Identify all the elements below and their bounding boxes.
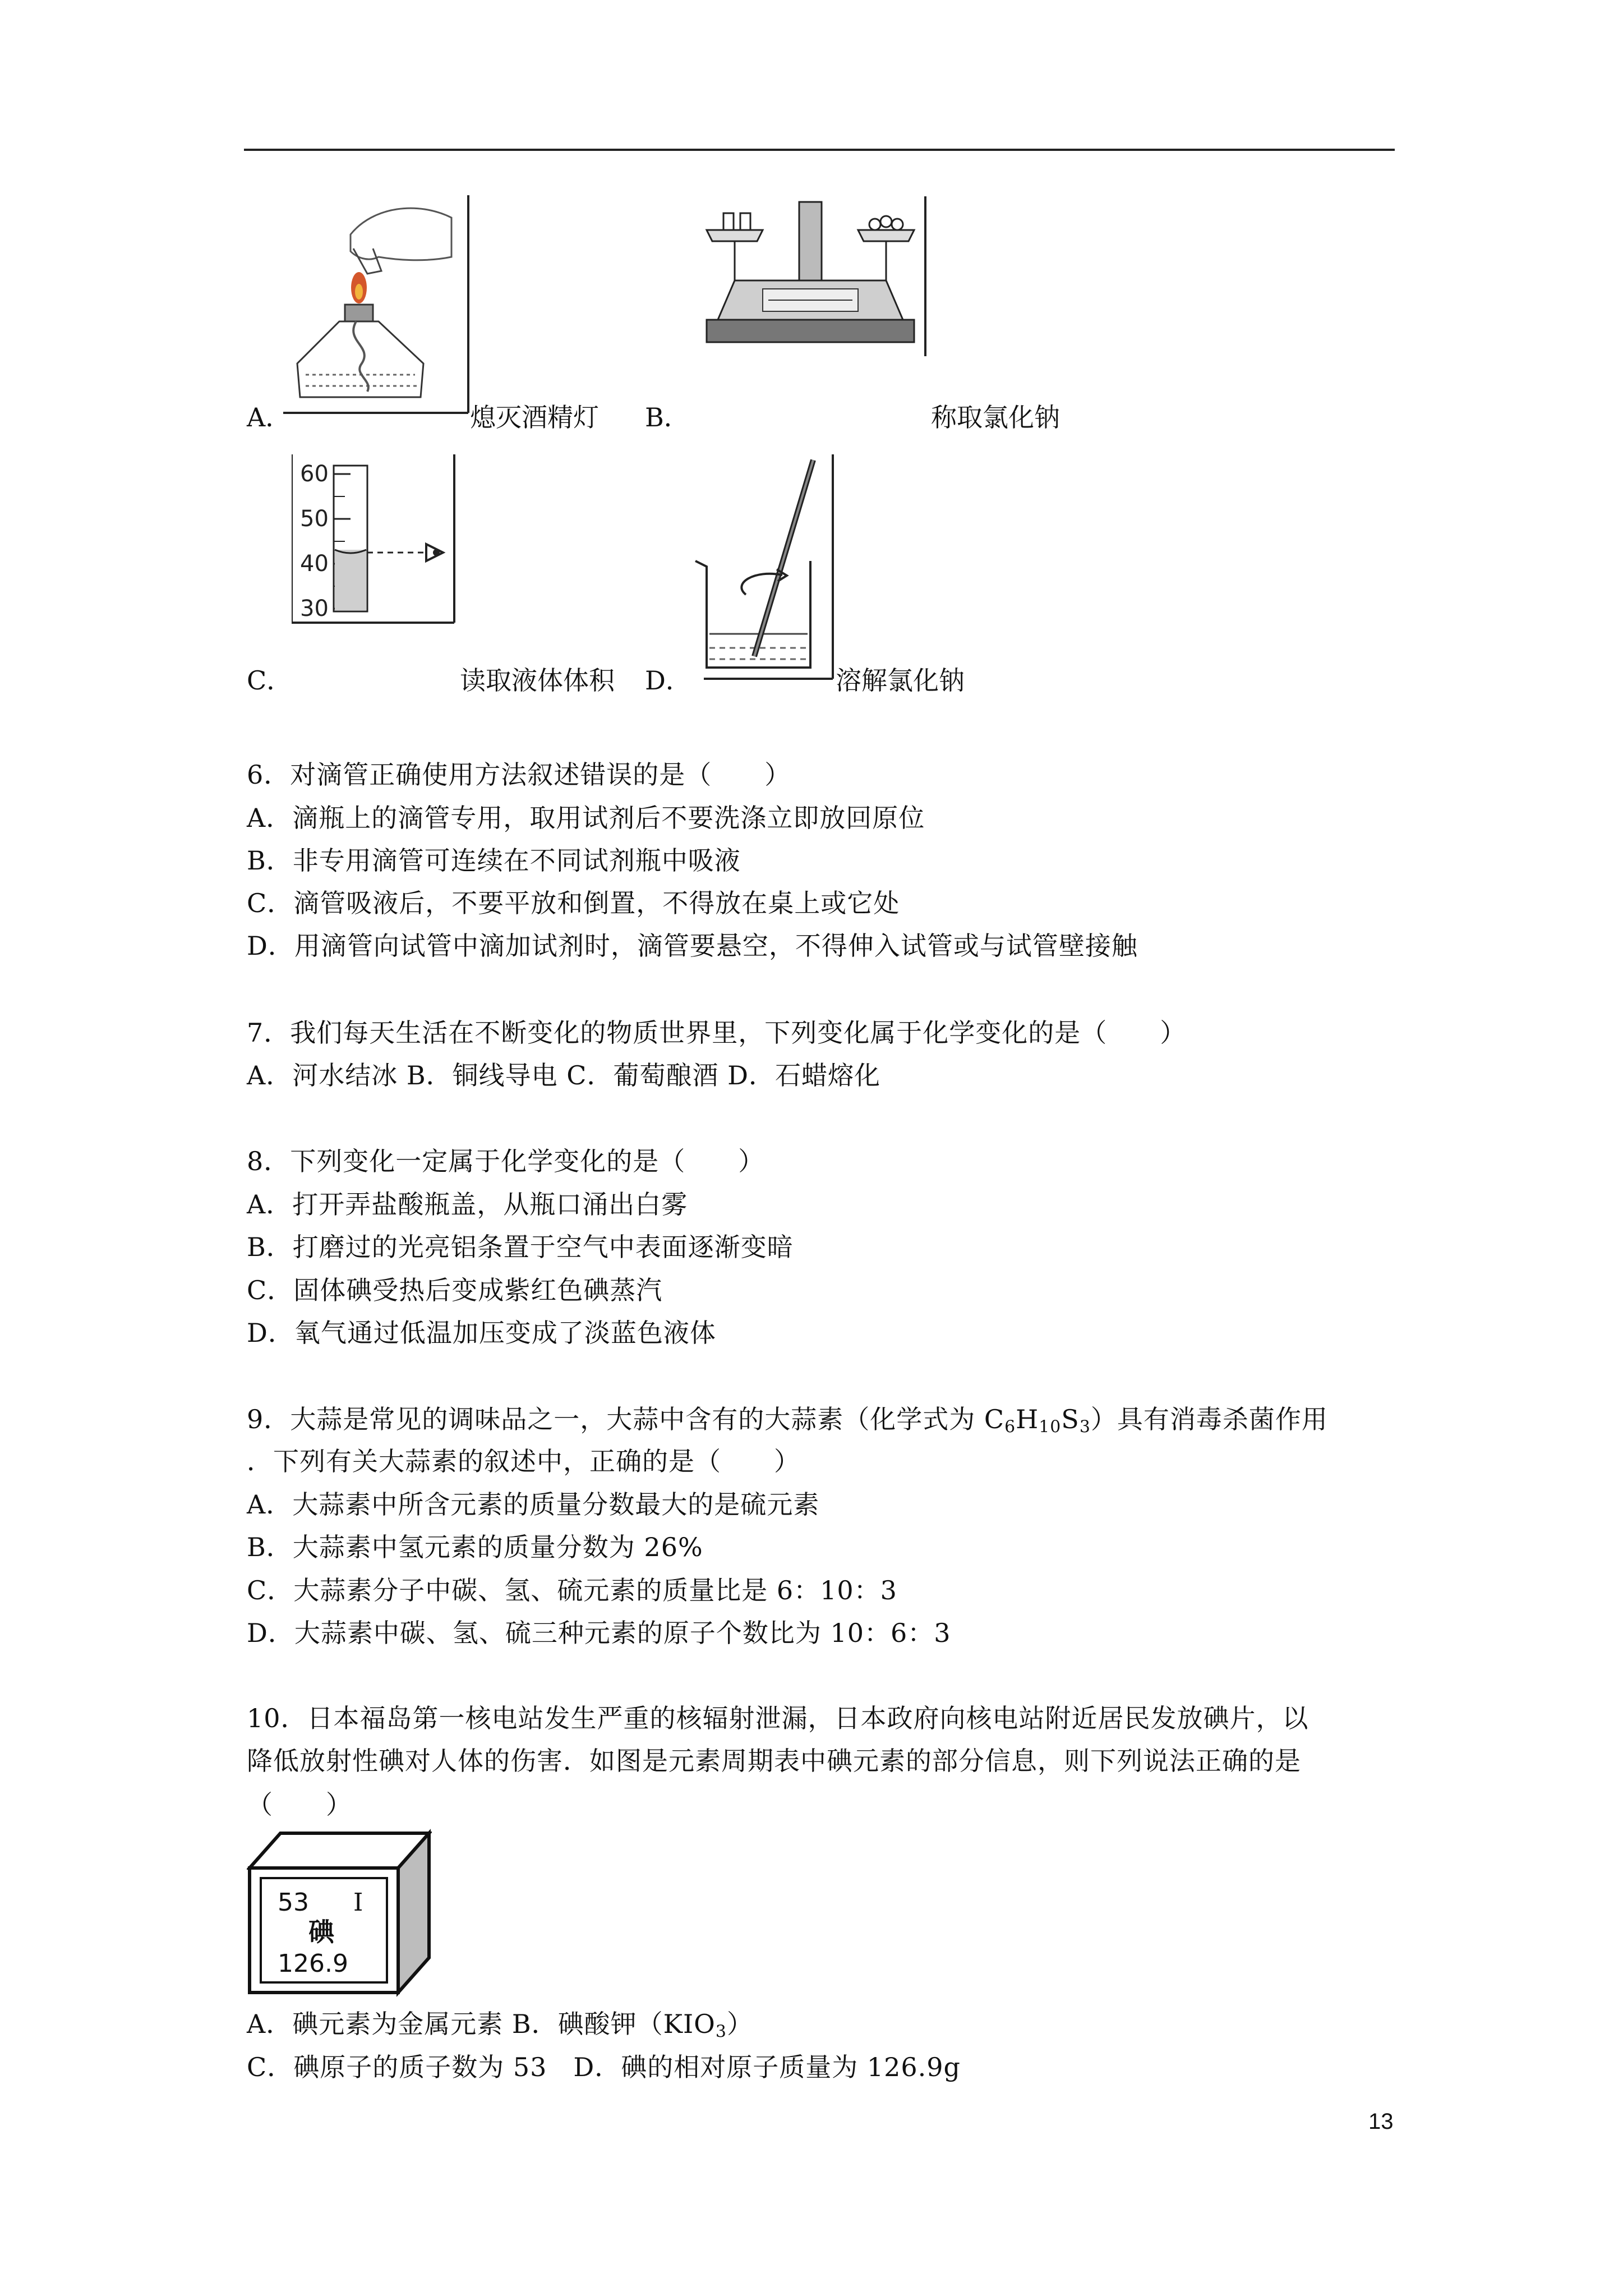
- q9-option-a: A．大蒜素中所含元素的质量分数最大的是硫元素: [247, 1489, 820, 1520]
- q5-option-a-letter: A．: [247, 402, 292, 432]
- q9-formula-c-sub: 6: [1004, 1417, 1016, 1437]
- q6-option-d: D．用滴管向试管中滴加试剂时，滴管要悬空，不得伸入试管或与试管壁接触: [247, 931, 1138, 961]
- element-number: 53: [278, 1888, 309, 1917]
- figure-graduated-cylinder: [292, 454, 460, 628]
- q5-option-a-caption: 熄灭酒精灯: [470, 402, 599, 432]
- q9-option-d: D．大蒜素中碳、氢、硫三种元素的原子个数比为 10：6：3: [247, 1618, 951, 1648]
- figure-iodine-element-tile: [247, 1829, 432, 1997]
- q10-options-line1-b: ）: [726, 2009, 753, 2039]
- q10-stem-line3: （ ）: [247, 1789, 352, 1820]
- q5-option-b-letter: B．: [645, 402, 690, 432]
- q6-stem: 6．对滴管正确使用方法叙述错误的是（ ）: [247, 760, 791, 790]
- q9-option-b: B．大蒜素中氢元素的质量分数为 26%: [247, 1532, 703, 1562]
- q8-option-b: B．打磨过的光亮铝条置于空气中表面逐渐变暗: [247, 1232, 794, 1262]
- q9-stem-line1: [247, 1402, 1328, 1444]
- q10-options-line1-sub: 3: [715, 2022, 727, 2042]
- q9-formula-s-sub: 3: [1079, 1417, 1091, 1437]
- q6-option-c: C．滴管吸液后，不要平放和倒置，不得放在桌上或它处: [247, 888, 900, 918]
- q10-options-line1-a: A．碘元素为金属元素 B．碘酸钾（KIO: [247, 2009, 716, 2039]
- q9-formula-s: S: [1061, 1404, 1080, 1434]
- q5-option-d-letter: D．: [645, 665, 691, 696]
- tick-60: 60: [300, 461, 329, 487]
- tick-50: 50: [300, 506, 329, 532]
- element-mass: 126.9: [278, 1949, 348, 1978]
- tick-30: 30: [300, 596, 329, 622]
- element-symbol: I: [353, 1888, 363, 1917]
- q5-option-d-caption: 溶解氯化钠: [836, 665, 965, 696]
- q9-stem-part1: 9．大蒜是常见的调味品之一，大蒜中含有的大蒜素（化学式为 C: [247, 1404, 1005, 1434]
- q6-option-a: A．滴瓶上的滴管专用，取用试剂后不要洗涤立即放回原位: [247, 803, 925, 833]
- q9-option-c: C．大蒜素分子中碳、氢、硫元素的质量比是 6：10：3: [247, 1575, 897, 1605]
- q8-option-a: A．打开弄盐酸瓶盖，从瓶口涌出白雾: [247, 1189, 688, 1220]
- q10-stem-line2: 降低放射性碘对人体的伤害．如图是元素周期表中碘元素的部分信息，则下列说法正确的是: [247, 1746, 1301, 1776]
- q8-stem: 8．下列变化一定属于化学变化的是（ ）: [247, 1146, 765, 1176]
- header-rule: [244, 149, 1395, 151]
- q9-stem-part2: ）具有消毒杀菌作用: [1090, 1404, 1328, 1434]
- q10-stem-line1: 10．日本福岛第一核电站发生严重的核辐射泄漏，日本政府向核电站附近居民发放碘片，以: [247, 1703, 1309, 1733]
- q9-formula-h: H: [1016, 1404, 1039, 1434]
- q9-formula-h-sub: 10: [1039, 1417, 1062, 1437]
- q10-options-line2: C．碘原子的质子数为 53 D．碘的相对原子质量为 126.9g: [247, 2052, 961, 2082]
- figure-beaker-stirring: [693, 454, 838, 684]
- q9-stem-line2: ．下列有关大蒜素的叙述中，正确的是（ ）: [247, 1446, 800, 1476]
- q10-options-line1: [247, 2007, 753, 2049]
- q5-option-b-caption: 称取氯化钠: [931, 402, 1060, 432]
- q8-option-d: D．氧气通过低温加压变成了淡蓝色液体: [247, 1318, 716, 1348]
- q5-option-c-caption: 读取液体体积: [460, 665, 615, 696]
- tick-40: 40: [300, 551, 329, 577]
- q8-option-c: C．固体碘受热后变成紫红色碘蒸汽: [247, 1275, 663, 1305]
- figure-balance: [695, 196, 931, 359]
- q7-stem: 7．我们每天生活在不断变化的物质世界里，下列变化属于化学变化的是（ ）: [247, 1018, 1187, 1048]
- q6-option-b: B．非专用滴管可连续在不同试剂瓶中吸液: [247, 845, 741, 876]
- page-number: 13: [1368, 2109, 1394, 2134]
- figure-alcohol-lamp: [283, 195, 474, 414]
- q5-option-c-letter: C．: [247, 665, 293, 696]
- element-name: 碘: [308, 1917, 334, 1947]
- q7-options: A．河水结冰 B．铜线导电 C．葡萄酿酒 D．石蜡熔化: [247, 1060, 880, 1091]
